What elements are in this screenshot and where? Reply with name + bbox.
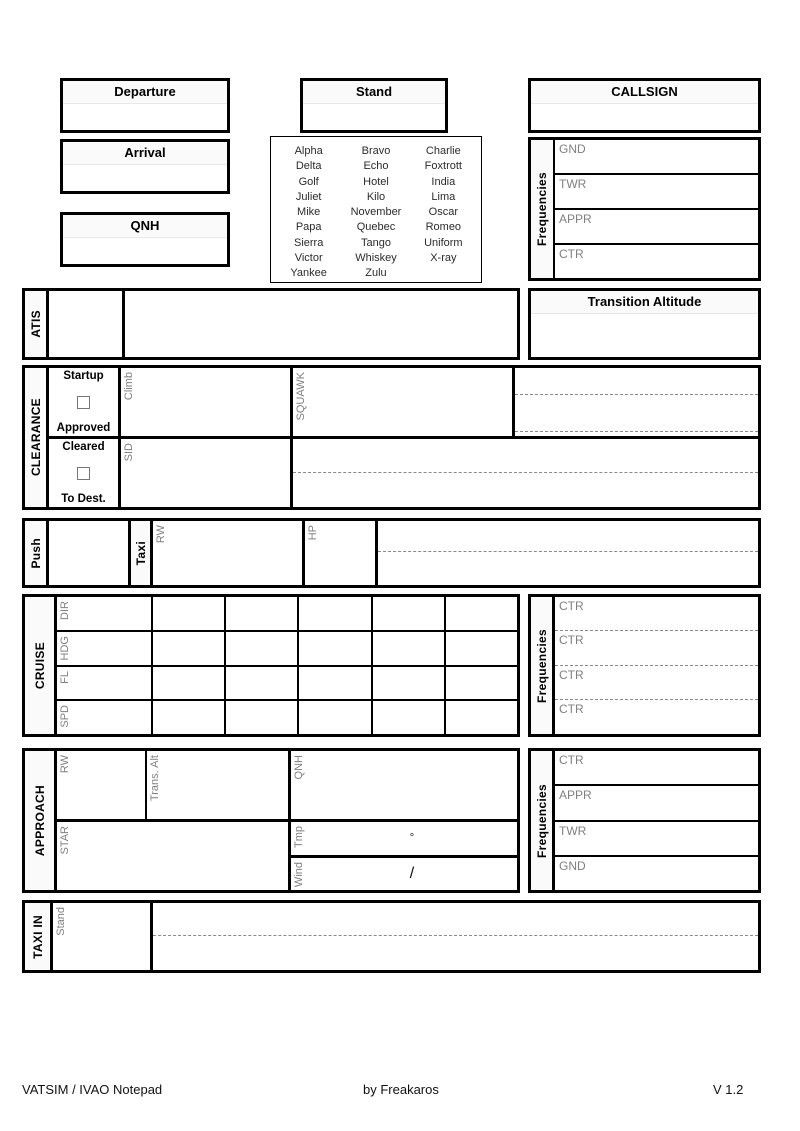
taxi-in-label: TAXI IN [25, 903, 53, 970]
clearance-block [22, 365, 761, 510]
nato-item: Echo [363, 160, 389, 173]
frequency-cruise-label: CTR [559, 599, 584, 613]
frequency-twr-label: TWR [559, 177, 587, 191]
nato-item: Yankee [290, 267, 327, 280]
approach-label: APPROACH [25, 751, 57, 890]
taxi-rw-cell[interactable] [153, 521, 305, 585]
taxi-hp-cell[interactable] [305, 521, 378, 585]
sid-cell[interactable] [121, 439, 293, 507]
frequency-approach-row[interactable] [555, 857, 758, 890]
transition-altitude-box[interactable] [528, 288, 761, 360]
departure-label: Departure [63, 81, 227, 104]
frequencies-cruise-block [528, 594, 761, 737]
frequency-cruise-label: CTR [559, 667, 584, 682]
stand-input[interactable] [303, 104, 445, 130]
cruise-row-hdg [57, 632, 517, 667]
cruise-fl-label-cell[interactable] [57, 667, 153, 700]
frequency-cruise-label: CTR [559, 633, 584, 648]
cruise-cell[interactable] [299, 597, 372, 630]
cleared-to-dest-cell[interactable] [49, 439, 121, 507]
cruise-cell[interactable] [299, 632, 372, 665]
frequencies-cruise-label: Frequencies [531, 597, 555, 734]
writing-guide-line [515, 394, 758, 395]
footer-version: V 1.2 [713, 1082, 744, 1097]
qnh-label: QNH [63, 215, 227, 238]
sid-label: SID [123, 443, 135, 462]
nato-item: Sierra [293, 236, 324, 249]
frequency-approach-label: CTR [559, 753, 584, 767]
approach-rw-label: RW [59, 755, 71, 774]
frequency-approach-row[interactable] [555, 822, 758, 857]
frequency-cruise-row[interactable] [555, 700, 758, 734]
footer-title: VATSIM / IVAO Notepad [22, 1082, 163, 1097]
frequencies-top-block [528, 137, 761, 281]
cruise-cell[interactable] [226, 632, 299, 665]
taxi-hp-label: HP [307, 525, 319, 541]
cleared-bottom-label: To Dest. [61, 493, 106, 505]
approach-trans-alt-label: Trans. Alt [149, 755, 161, 802]
cruise-fl-label: FL [59, 670, 71, 684]
push-input[interactable] [49, 521, 131, 585]
callsign-label: CALLSIGN [531, 81, 758, 104]
cruise-cell[interactable] [153, 701, 226, 734]
frequency-row-ctr[interactable] [555, 245, 758, 278]
cruise-row-spd [57, 701, 517, 734]
taxi-in-stand-cell[interactable] [53, 903, 153, 970]
nato-item: Quebec [356, 221, 396, 234]
approach-wind-cell[interactable] [291, 858, 517, 891]
startup-bottom-label: Approved [56, 422, 111, 434]
taxi-rw-label: RW [155, 525, 167, 544]
push-label: Push [25, 521, 49, 585]
frequency-approach-label: APPR [559, 788, 592, 803]
frequency-approach-label: GND [559, 858, 586, 873]
cruise-dir-label-cell[interactable] [57, 597, 153, 630]
cleared-checkbox[interactable] [77, 467, 90, 480]
atis-text-input[interactable] [125, 291, 517, 357]
cruise-cell[interactable] [446, 632, 517, 665]
nato-item: Foxtrott [424, 160, 462, 173]
frequencies-approach-label: Frequencies [531, 751, 555, 890]
departure-box[interactable] [60, 78, 230, 133]
atis-label: ATIS [25, 291, 49, 357]
nato-item: Delta [295, 160, 322, 173]
cruise-cell[interactable] [153, 632, 226, 665]
temperature-degree-symbol: ° [409, 832, 415, 845]
frequency-cruise-row[interactable] [555, 666, 758, 700]
nato-item: Bravo [361, 145, 391, 157]
cruise-cell[interactable] [299, 667, 372, 700]
writing-guide-line [515, 431, 758, 432]
cruise-spd-label: SPD [59, 705, 71, 728]
transition-altitude-label: Transition Altitude [531, 291, 758, 314]
stand-label: Stand [303, 81, 445, 104]
cruise-cell[interactable] [446, 701, 517, 734]
nato-item: Lima [431, 190, 456, 203]
approach-qnh-cell[interactable] [291, 751, 517, 819]
taxi-in-notes[interactable] [153, 903, 758, 970]
nato-item: Golf [298, 175, 319, 188]
frequency-ctr-label: CTR [559, 247, 584, 261]
squawk-label: SQUAWK [295, 372, 307, 421]
nato-alphabet-panel [270, 136, 482, 283]
nato-item: Alpha [294, 145, 323, 157]
cruise-row-dir [57, 597, 517, 632]
nato-item: X-ray [430, 252, 457, 265]
cruise-cell[interactable] [373, 597, 446, 630]
nato-item: Hotel [363, 175, 389, 188]
nato-item: Uniform [424, 236, 463, 249]
nato-item: Kilo [366, 190, 386, 203]
nato-item: Juliet [295, 190, 322, 203]
cruise-cell[interactable] [153, 667, 226, 700]
cruise-hdg-label: HDG [59, 635, 71, 661]
qnh-input[interactable] [63, 238, 227, 264]
writing-guide-line [293, 472, 758, 473]
nato-item: India [431, 175, 456, 188]
cruise-cell[interactable] [446, 667, 517, 700]
climb-label: Climb [123, 372, 135, 401]
frequencies-approach-block [528, 748, 761, 893]
startup-checkbox[interactable] [77, 396, 90, 409]
cruise-cell[interactable] [226, 667, 299, 700]
cruise-row-fl [57, 667, 517, 702]
clearance-label: CLEARANCE [25, 368, 49, 507]
cruise-dir-label: DIR [59, 601, 71, 620]
taxi-in-block [22, 900, 761, 973]
cleared-top-label: Cleared [62, 441, 105, 453]
stand-box[interactable] [300, 78, 448, 133]
cruise-cell[interactable] [373, 667, 446, 700]
frequency-approach-row[interactable] [555, 751, 758, 786]
taxi-label: Taxi [131, 521, 153, 585]
squawk-cell[interactable] [293, 368, 515, 436]
atis-code-input[interactable] [49, 291, 125, 357]
nato-alphabet-grid [271, 137, 481, 289]
callsign-input[interactable] [531, 104, 758, 130]
cruise-label: CRUISE [25, 597, 57, 734]
nato-item: Tango [361, 236, 391, 249]
writing-guide-line [153, 935, 758, 936]
taxi-notes[interactable] [378, 521, 758, 585]
cruise-hdg-label-cell[interactable] [57, 632, 153, 665]
transition-altitude-input[interactable] [531, 314, 758, 357]
cruise-cell[interactable] [226, 701, 299, 734]
frequency-row-gnd[interactable] [555, 140, 758, 175]
cruise-cell[interactable] [153, 597, 226, 630]
wind-separator-symbol: / [409, 864, 415, 882]
frequency-gnd-label: GND [559, 142, 586, 156]
clearance-notes-bottom[interactable] [293, 439, 758, 507]
frequencies-top-label: Frequencies [531, 140, 555, 278]
arrival-input[interactable] [63, 165, 227, 191]
frequency-cruise-label: CTR [559, 701, 584, 716]
nato-item: Mike [297, 206, 321, 219]
footer-author: by Freakaros [363, 1082, 439, 1097]
nato-item: Oscar [428, 206, 458, 219]
nato-item: Zulu [365, 267, 387, 280]
clearance-notes-top[interactable] [515, 368, 758, 436]
atis-block [22, 288, 520, 360]
approach-row-bottom [57, 822, 517, 890]
nato-item [410, 266, 477, 281]
nato-item: November [350, 206, 402, 219]
approach-star-cell[interactable] [57, 822, 291, 890]
nato-item: Whiskey [355, 252, 397, 265]
startup-approved-cell[interactable] [49, 368, 121, 436]
climb-cell[interactable] [121, 368, 293, 436]
qnh-box[interactable] [60, 212, 230, 267]
nato-item: Romeo [425, 221, 462, 234]
cruise-cell[interactable] [373, 701, 446, 734]
approach-rw-cell[interactable] [57, 751, 147, 819]
callsign-box[interactable] [528, 78, 761, 133]
writing-guide-line [378, 551, 758, 552]
frequency-row-appr[interactable] [555, 210, 758, 245]
nato-item: Papa [295, 221, 322, 234]
frequency-appr-label: APPR [559, 212, 592, 226]
nato-item: Charlie [425, 145, 461, 157]
frequency-approach-label: TWR [559, 823, 587, 838]
approach-star-label: STAR [59, 826, 71, 855]
cruise-block [22, 594, 520, 737]
frequency-approach-row[interactable] [555, 786, 758, 821]
cruise-cell[interactable] [373, 632, 446, 665]
cruise-cell[interactable] [446, 597, 517, 630]
clearance-row-sid [49, 439, 758, 507]
frequency-cruise-row[interactable] [555, 597, 758, 631]
frequency-row-twr[interactable] [555, 175, 758, 210]
approach-wind-label: Wind [293, 861, 305, 887]
cruise-cell[interactable] [299, 701, 372, 734]
approach-tmp-label: Tmp [293, 826, 305, 848]
approach-qnh-label: QNH [293, 755, 305, 780]
nato-item: Victor [294, 252, 323, 265]
taxi-in-stand-label: Stand [55, 907, 67, 936]
frequency-cruise-row[interactable] [555, 631, 758, 665]
departure-input[interactable] [63, 104, 227, 130]
approach-row-top [57, 751, 517, 822]
approach-trans-alt-cell[interactable] [147, 751, 291, 819]
push-taxi-block [22, 518, 761, 588]
arrival-label: Arrival [63, 142, 227, 165]
approach-tmp-cell[interactable] [291, 822, 517, 858]
arrival-box[interactable] [60, 139, 230, 194]
startup-top-label: Startup [63, 370, 104, 382]
clearance-row-startup [49, 368, 758, 439]
approach-block [22, 748, 520, 893]
cruise-cell[interactable] [226, 597, 299, 630]
cruise-spd-label-cell[interactable] [57, 701, 153, 734]
